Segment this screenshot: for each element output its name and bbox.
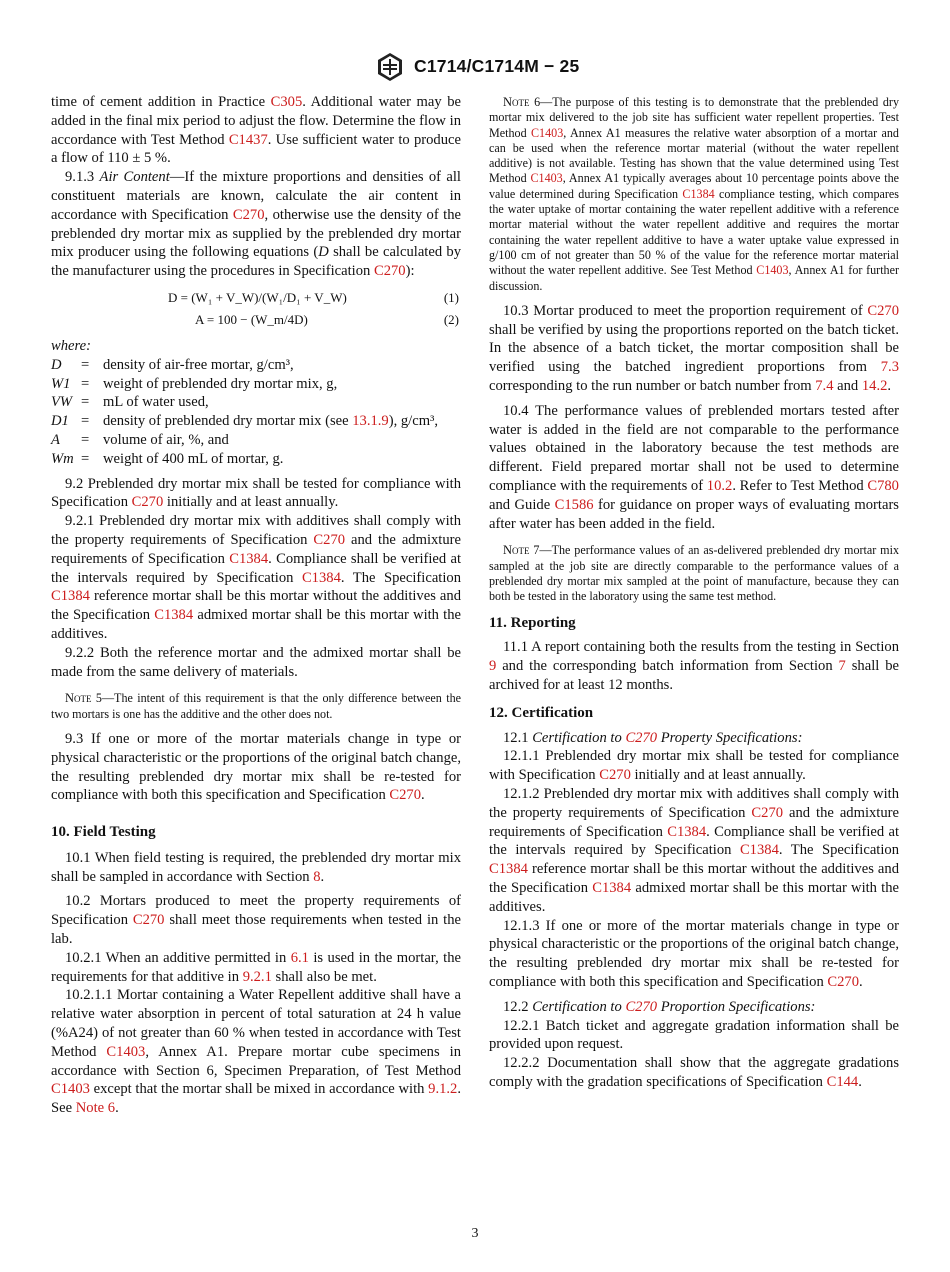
paragraph-10-2: 10.2 Mortars produced to meet the property requirements of Specification C270 shall meet those requirements when tested in the lab.: [51, 893, 461, 948]
ref-link[interactable]: C780: [867, 478, 899, 495]
equation-2: [51, 309, 461, 331]
equation-2-formula: A = 100 − (W_m/4D): [195, 311, 308, 327]
note-6: Note 6—The purpose of this testing is to demonstrate that the preblended dry mortar mix delivered to the job site has sufficient water repellent properties. Test Method C1403, Annex A1 measures the relative water absorption of a mortar and can be used when the reference mortar material (without the water repellent additive) is not available. Testing has shown that the value determined using Test Method C1403, Annex A1 typically averages about 10 percentage points above the value determined during Specification C1384 compliance testing, which compares the water uptake of mortar containing the water repellent additive with a reference mortar material without the water repellent additive and requires the mortar containing the water repellent additive to have a water uptake value expressed in g/100 cm of not greater than 50 % of the value for the reference mortar material without the water repellent additive. See Test Method C1403, Annex A1 for further discussion.: [489, 95, 900, 293]
definition-row: W1 = weight of preblended dry mortar mix, g,: [51, 375, 338, 392]
paragraph-9-2-1: 9.2.1 Preblended dry mortar mix with additives shall comply with the property requirements of Specification C270 and the admixture requirements of Specification C1384. Compliance shall be verified at the intervals required by Specification C1384. The Specification C1384 reference mortar shall be this mortar without the additives and the Specification C1384 admixed mortar shall be this mortar with the additives.: [51, 513, 462, 642]
paragraph-12-1: 12.1 Certification to C270 Property Specifications:: [503, 729, 803, 746]
ref-link[interactable]: C270: [867, 302, 899, 319]
ref-link[interactable]: C1437: [228, 131, 268, 148]
paragraph-9-1-2-cont: time of cement addition in Practice C305. Additional water may be added in the final mix period to adjust the flow. Determine the flow in accordance with Test Method C1437. Use sufficient water to produce a flow of 110 ± 5 %.: [51, 94, 461, 167]
ref-link[interactable]: C1403: [530, 171, 563, 186]
paragraph-10-1: 10.1 When field testing is required, the preblended dry mortar mix shall be sampled in accordance with Section 8.: [51, 849, 461, 885]
paragraph-9-1-3: 9.1.3 Air Content—If the mixture proportions and densities of all constituent materials are known, calculate the air content in accordance with Specification C270, otherwise use the density of the preblended dry mortar mix as supplied by the preblended dry mortar mix producer using the following equations (D shall be calculated by the manufacturer using the procedures in Specification C270):: [51, 169, 461, 280]
ref-link[interactable]: C270: [827, 973, 860, 990]
paragraph-12-1-1: 12.1.1 Preblended dry mortar mix shall be tested for compliance with Specification C270 initially and at least annually.: [489, 748, 899, 784]
definition-row: D = density of air-free mortar, g/cm³,: [51, 356, 294, 373]
ref-link[interactable]: C1384: [51, 588, 90, 605]
ref-link[interactable]: C1384: [682, 186, 715, 201]
ref-link[interactable]: C270: [131, 494, 164, 511]
ref-link[interactable]: 13.1.9: [352, 413, 389, 430]
ref-link[interactable]: C270: [373, 263, 406, 280]
ref-link[interactable]: C270: [132, 912, 165, 929]
definition-row: Wm = weight of 400 mL of mortar, g.: [51, 450, 284, 467]
paragraph-10-4: 10.4 The performance values of preblended mortars tested after water is added in the field are not comparable to the performance values obtained in the laboratory because the test methods are different. Field prepared mortar shall not be used to determine compliance with the requirements of 10.2. Refer to Test Method C780 and Guide C1586 for guidance on proper ways of evaluating mortars after water has been added in the field.: [489, 402, 899, 532]
paragraph-9-3: 9.3 If one or more of the mortar materials change in type or physical characteristic or the proportions of the original batch change, the resulting preblended dry mortar mix shall be re-tested for compliance with both this specification and Specification C270.: [51, 730, 461, 804]
ref-link[interactable]: C1586: [554, 496, 594, 513]
ref-link[interactable]: 9: [489, 658, 497, 675]
equation-1-formula: D = (W₁ + V_W)/(W₁/D₁ + V_W): [168, 289, 347, 305]
ref-link[interactable]: 7: [838, 658, 846, 675]
ref-link[interactable]: C1403: [756, 263, 789, 278]
ref-link[interactable]: C1384: [667, 823, 707, 840]
paragraph-12-2-1: 12.2.1 Batch ticket and aggregate gradation information shall be provided upon request.: [489, 1017, 899, 1053]
paragraph-9-2-2: 9.2.2 Both the reference mortar and the admixed mortar shall be made from the same delivery of materials.: [51, 644, 461, 680]
ref-link[interactable]: 14.2: [861, 378, 888, 395]
ref-link[interactable]: C270: [625, 998, 658, 1015]
paragraph-10-3: 10.3 Mortar produced to meet the proportion requirement of C270 shall be verified by using the proportions reported on the batch ticket. In the absence of a batch ticket, the mortar composition shall be verified using the batched ingredient proportions from 7.3 corresponding to the run number or batch number from 7.4 and 14.2.: [489, 302, 899, 395]
ref-link[interactable]: C270: [625, 729, 658, 746]
ref-link[interactable]: C1384: [301, 569, 341, 586]
section-10-heading: 10. Field Testing: [51, 824, 156, 841]
equation-2-number: (2): [443, 311, 459, 327]
equation-1-number: (1): [443, 289, 459, 305]
paragraph-12-2: 12.2 Certification to C270 Proportion Specifications:: [503, 998, 816, 1015]
ref-link[interactable]: 7.3: [880, 359, 899, 376]
paragraph-12-1-3: 12.1.3 If one or more of the mortar materials change in type or physical characteristic or the proportions of the original batch change, the resulting preblended dry mortar mix shall be re-tested for compliance with both this specification and Specification C270.: [489, 917, 899, 990]
variable-definitions: [51, 356, 461, 469]
ref-link[interactable]: C1403: [530, 125, 564, 140]
section-11-heading: 11. Reporting: [489, 614, 576, 631]
ref-link[interactable]: 10.2: [706, 478, 733, 495]
ref-link[interactable]: 8: [313, 868, 321, 885]
paragraph-10-2-1: 10.2.1 When an additive permitted in 6.1 is used in the mortar, the requirements for that additive in 9.2.1 shall also be met.: [51, 949, 461, 985]
ref-link[interactable]: C1403: [51, 1081, 90, 1098]
note-link[interactable]: Note 6: [75, 1100, 116, 1117]
paragraph-11-1: 11.1 A report containing both the results from the testing in Section 9 and the corresponding batch information from Section 7 shall be archived for at least 12 months.: [489, 639, 899, 693]
ref-link[interactable]: C1384: [739, 842, 779, 859]
ref-link[interactable]: 7.4: [815, 378, 834, 395]
ref-link[interactable]: C144: [826, 1073, 859, 1090]
section-12-heading: 12. Certification: [489, 704, 594, 721]
ref-link[interactable]: C305: [270, 94, 303, 110]
ref-link[interactable]: C1384: [229, 550, 269, 567]
right-column: [489, 95, 899, 1092]
paragraph-12-1-2: 12.1.2 Preblended dry mortar mix with additives shall comply with the property requirements of Specification C270 and the admixture requirements of Specification C1384. Compliance shall be verified at the intervals required by Specification C1384. The Specification C1384 reference mortar shall be this mortar without the additives and the Specification C1384 admixed mortar shall be this mortar with the additives.: [489, 785, 900, 915]
note-7: Note 7—The performance values of an as-delivered preblended dry mortar mix sampled at the job site are directly comparable to the performance values of a preblended dry mortar mix sampled at the point of manufacture, because they can both be tested in the laboratory using the same test method.: [489, 543, 899, 604]
ref-link[interactable]: C1384: [592, 879, 632, 896]
ref-link[interactable]: 6.1: [290, 949, 309, 966]
ref-link[interactable]: 9.2.1: [242, 968, 272, 985]
note-5: Note 5—The intent of this requirement is that the only difference between the two mortars is one has the additive and the other does not.: [51, 691, 461, 721]
page-number: 3: [471, 1226, 479, 1241]
equation-1: [51, 287, 461, 309]
astm-logo-icon: [373, 52, 407, 82]
paragraph-12-2-2: 12.2.2 Documentation shall show that the aggregate gradations comply with the gradation specifications of Specification C144.: [489, 1055, 899, 1090]
ref-link[interactable]: 9.1.2: [428, 1081, 458, 1098]
ref-link[interactable]: C270: [751, 804, 784, 821]
ref-link[interactable]: C1384: [489, 861, 528, 878]
definition-row: VW = mL of water used,: [51, 394, 209, 411]
definition-row: D1 = density of preblended dry mortar mix (see 13.1.9), g/cm³,: [51, 413, 439, 430]
ref-link[interactable]: C270: [313, 531, 346, 548]
ref-link[interactable]: C270: [232, 206, 265, 223]
ref-link[interactable]: C270: [389, 787, 422, 804]
page-header: [0, 52, 950, 84]
paragraph-10-2-1-1: 10.2.1.1 Mortar containing a Water Repellent additive shall have a relative water absorption in percent of total saturation at 24 h value (%A24) of not greater than 60 % when tested in accordance with Test Method C1403, Annex A1. Prepare mortar cube specimens in accordance with Section 6, Specimen Preparation, of Test Method C1403 except that the mortar shall be mixed in accordance with 9.1.2. See Note 6.: [51, 987, 461, 1117]
ref-link[interactable]: C1403: [106, 1043, 146, 1060]
document-title: C1714/C1714M − 25: [414, 56, 580, 76]
ref-link[interactable]: C1384: [154, 607, 194, 624]
left-column: [51, 93, 461, 1118]
paragraph-9-2: 9.2 Preblended dry mortar mix shall be tested for compliance with Specification C270 initially and at least annually.: [51, 475, 461, 511]
where-label: where:: [51, 337, 91, 354]
definition-row: A = volume of air, %, and: [51, 431, 229, 448]
ref-link[interactable]: C270: [599, 767, 631, 784]
